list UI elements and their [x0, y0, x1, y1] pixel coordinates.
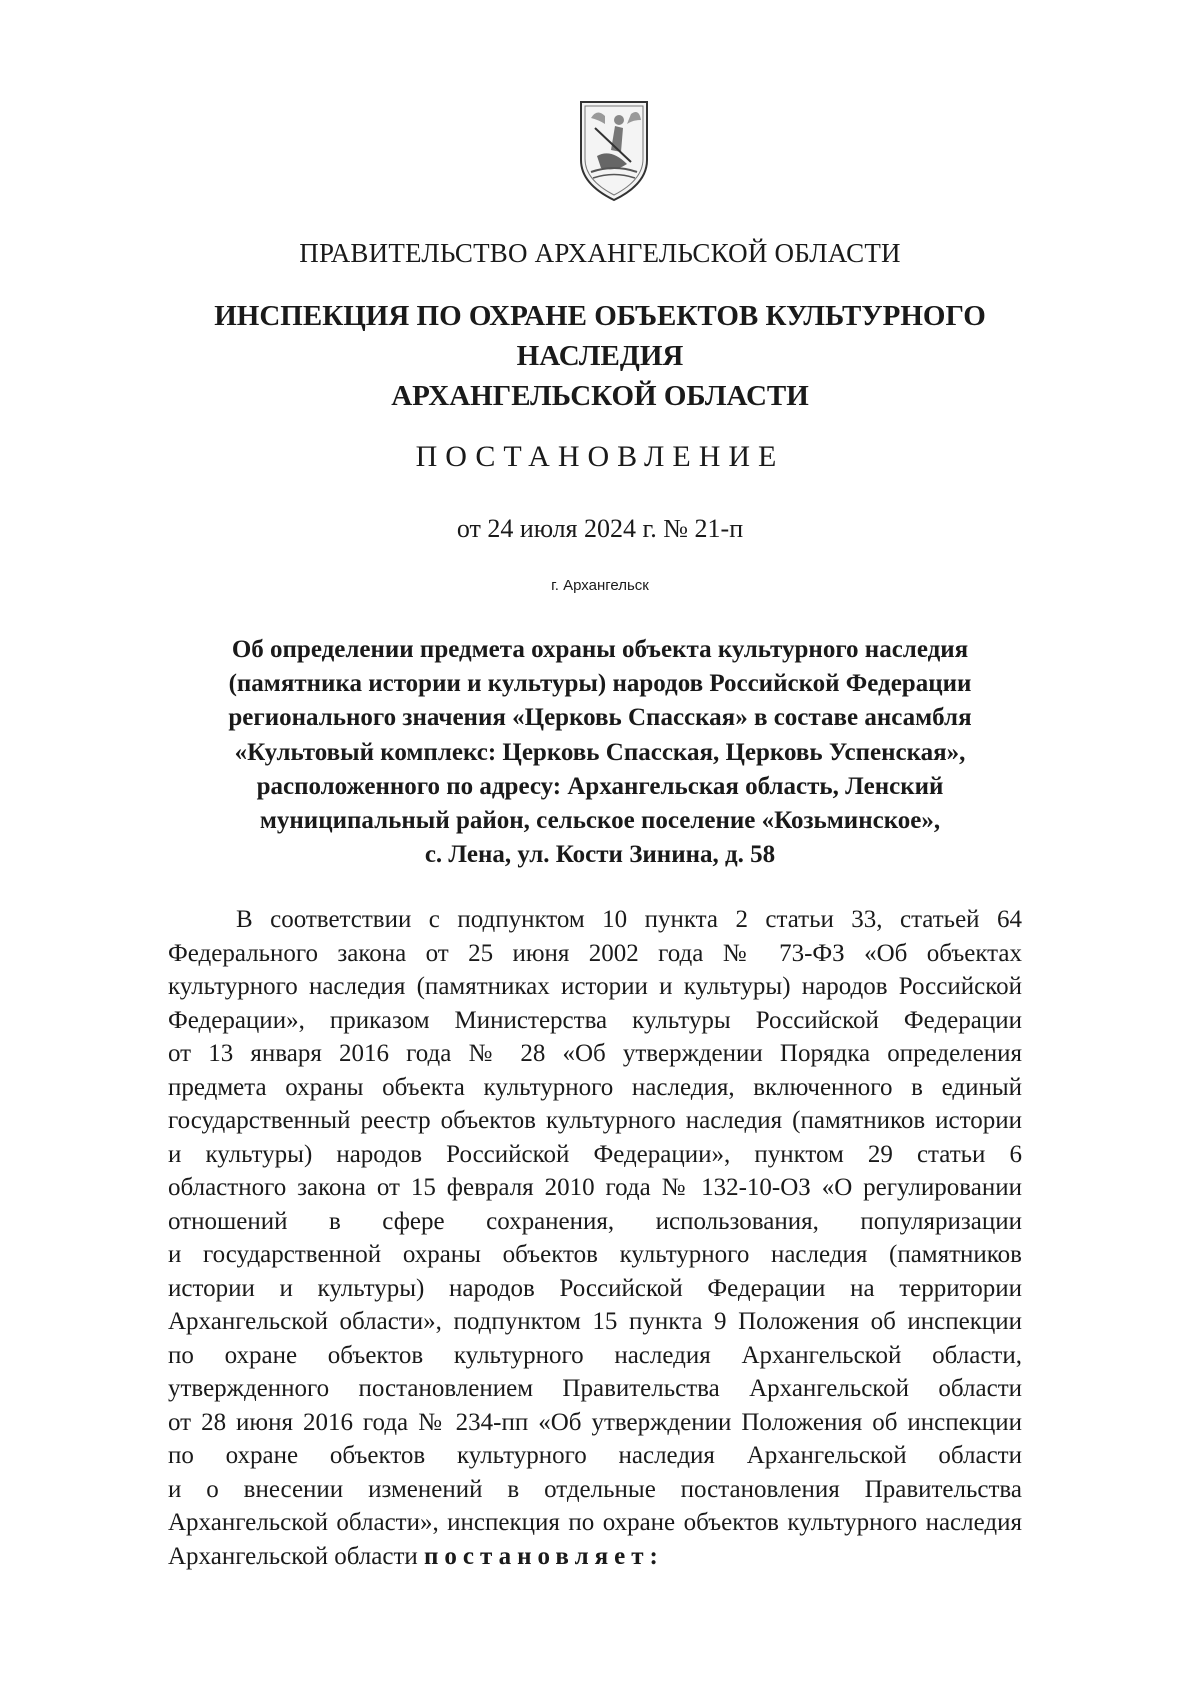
title-line: муниципальный район, сельское поселение «Козьминское», — [259, 807, 941, 835]
coat-of-arms-icon — [575, 98, 653, 204]
body-line: отношений в сфере сохранения, использования, популяризации — [168, 1207, 1022, 1235]
body-line: государственный реестр объектов культурного наследия (памятников истории — [168, 1107, 1022, 1134]
body-line: от 28 июня 2016 года № 234-пп «Об утверждении Положения об инспекции — [168, 1408, 1022, 1436]
body-line: утвержденного постановлением Правительства Архангельской области — [168, 1375, 1022, 1402]
decree-word: постановляет: — [424, 1542, 664, 1570]
title-line: регионального значения «Церковь Спасская» в составе ансамбля — [228, 704, 972, 732]
body-line: от 13 января 2016 года № 28 «Об утверждении Порядка определения — [168, 1040, 1022, 1067]
document-date-number: от 24 июля 2024 г. № 21-п — [456, 514, 744, 543]
body-last-text: Архангельской области — [168, 1542, 425, 1570]
inspection-name — [150, 296, 1050, 416]
title-line: с. Лена, ул. Кости Зинина, д. 58 — [424, 841, 776, 869]
body-line: и культуры) народов Российской Федерации», пунктом 29 статьи 6 — [168, 1140, 1022, 1168]
body-line: Федерации», приказом Министерства культуры Российской Федерации — [168, 1006, 1022, 1034]
inspection-name-line-2: АРХАНГЕЛЬСКОЙ ОБЛАСТИ — [391, 380, 809, 412]
body-line: по охране объектов культурного наследия Архангельской области, — [168, 1341, 1022, 1369]
document-body — [168, 903, 1022, 1573]
document-type: ПОСТАНОВЛЕНИЕ — [415, 440, 785, 473]
body-line: Федерального закона от 25 июня 2002 года № 73-ФЗ «Об объектах — [168, 939, 1022, 967]
title-line: «Культовый комплекс: Церковь Спасская, Церковь Успенская», — [234, 738, 966, 766]
body-line: по охране объектов культурного наследия Архангельской области — [168, 1442, 1022, 1469]
inspection-name-line-1: ИНСПЕКЦИЯ ПО ОХРАНЕ ОБЪЕКТОВ КУЛЬТУРНОГО НАСЛЕДИЯ — [214, 300, 986, 372]
body-line: предмета охраны объекта культурного наследия, включенного в единый — [168, 1073, 1022, 1101]
title-line: (памятника истории и культуры) народов Российской Федерации — [228, 670, 972, 698]
document-city: г. Архангельск — [551, 577, 649, 594]
body-line: В соответствии с подпунктом 10 пункта 2 статьи 33, статьей 64 — [236, 906, 1022, 933]
government-name: ПРАВИТЕЛЬСТВО АРХАНГЕЛЬСКОЙ ОБЛАСТИ — [299, 238, 901, 268]
title-line: Об определении предмета охраны объекта культурного наследия — [231, 636, 969, 663]
body-last-line — [168, 1540, 1022, 1574]
body-line: культурного наследия (памятниках истории и культуры) народов Российской — [168, 973, 1022, 1000]
body-line: Архангельской области», подпунктом 15 пункта 9 Положения об инспекции — [168, 1308, 1022, 1335]
body-line: истории и культуры) народов Российской Федерации на территории — [168, 1274, 1022, 1302]
document-title — [150, 633, 1050, 872]
body-line: и государственной охраны объектов культурного наследия (памятников — [168, 1241, 1022, 1268]
title-line: расположенного по адресу: Архангельская область, Ленский — [256, 772, 944, 800]
body-line: областного закона от 15 февраля 2010 года № 132-10-ОЗ «О регулировании — [168, 1174, 1022, 1201]
body-line: Архангельской области», инспекция по охране объектов культурного наследия — [168, 1509, 1022, 1536]
body-line: и о внесении изменений в отдельные постановления Правительства — [168, 1475, 1022, 1503]
